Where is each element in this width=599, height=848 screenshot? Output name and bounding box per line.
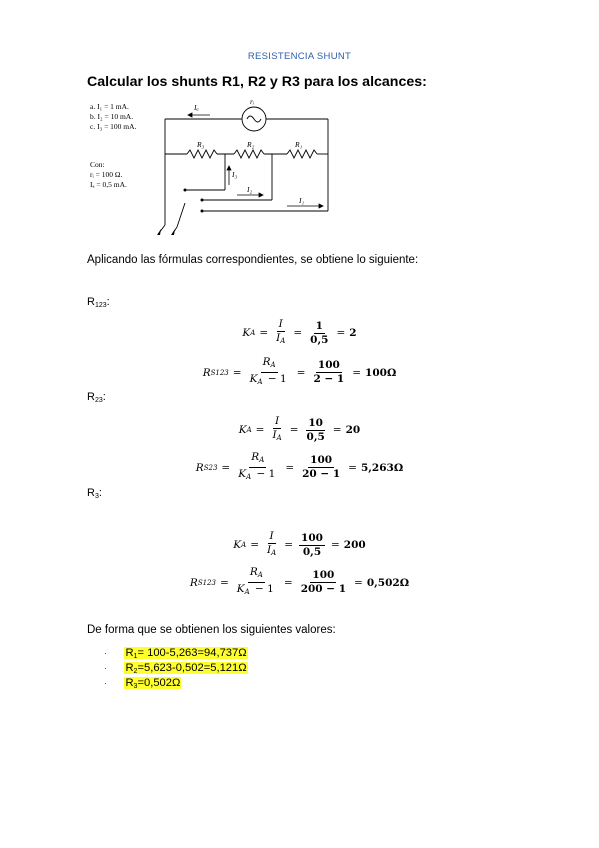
label-r2: R₂ — [247, 140, 255, 149]
ka-equation: K A = $\frac{I}{I_A}$ = $\frac{1}{0,5}$ = 2 — [242, 318, 357, 346]
resistor-r3 — [187, 150, 217, 158]
range-b: b. I₂ = 10 mA. — [90, 112, 134, 121]
label-ri: rᵢ — [250, 97, 255, 106]
conclusion-text: De forma que se obtienen los siguientes valores: — [87, 624, 336, 636]
page-title: Calcular los shunts R1, R2 y R3 para los alcances: — [87, 74, 427, 90]
given-ia: Iₐ = 0,5 mA. — [90, 180, 127, 189]
result-r1: · $R_1= 100-5,263=94,737\Omega$ — [104, 647, 247, 660]
section-label: $R_{123}$: — [87, 296, 110, 309]
resistor-r2 — [234, 150, 264, 158]
rs-equation: R S123 = $\frac{R_A}{K_A - 1}$ = $\frac{100}{2 - 1}$ = 100Ω — [202, 356, 397, 386]
section-label: $R_{23}$: — [87, 391, 106, 404]
label-r1: R₁ — [295, 140, 303, 149]
given-con: Con: — [90, 160, 105, 169]
circuit-figure — [87, 95, 342, 245]
results-list — [104, 643, 248, 688]
label-ia: Iₐ — [194, 103, 199, 112]
range-a: a. I₁ = 1 mA. — [90, 102, 129, 111]
label-r3: R₃ — [197, 140, 205, 149]
result-r2: · $R_2=5,623-0,502=5,121\Omega$ — [104, 662, 247, 675]
label-i1: I₁ — [299, 196, 305, 205]
label-i3: I₃ — [232, 170, 238, 179]
rs-equation: R S123 = $\frac{R_A}{K_A - 1}$ = $\frac{100}{200 - 1}$ = 0,502Ω — [189, 566, 410, 596]
intro-text: Aplicando las fórmulas correspondientes, se obtiene lo siguiente: — [87, 254, 419, 266]
section-label: $R_3$: — [87, 487, 102, 500]
page-header: RESISTENCIA SHUNT — [247, 51, 352, 62]
rs-equation: R S23 = $\frac{R_A}{K_A - 1}$ = $\frac{100}{20 - 1}$ = 5,263Ω — [195, 451, 404, 481]
ka-equation: K A = $\frac{I}{I_A}$ = $\frac{100}{0,5}$ = 200 — [233, 530, 366, 558]
result-r3: · $R_3=0,502\Omega$ — [104, 677, 181, 690]
ka-equation: K A = $\frac{I}{I_A}$ = $\frac{10}{0,5}$ = 20 — [238, 415, 361, 443]
given-ri: rᵢ = 100 Ω. — [90, 170, 123, 179]
resistor-r1 — [287, 150, 317, 158]
label-i2: I₂ — [247, 185, 253, 194]
range-c: c. I₃ = 100 mA. — [90, 122, 137, 131]
